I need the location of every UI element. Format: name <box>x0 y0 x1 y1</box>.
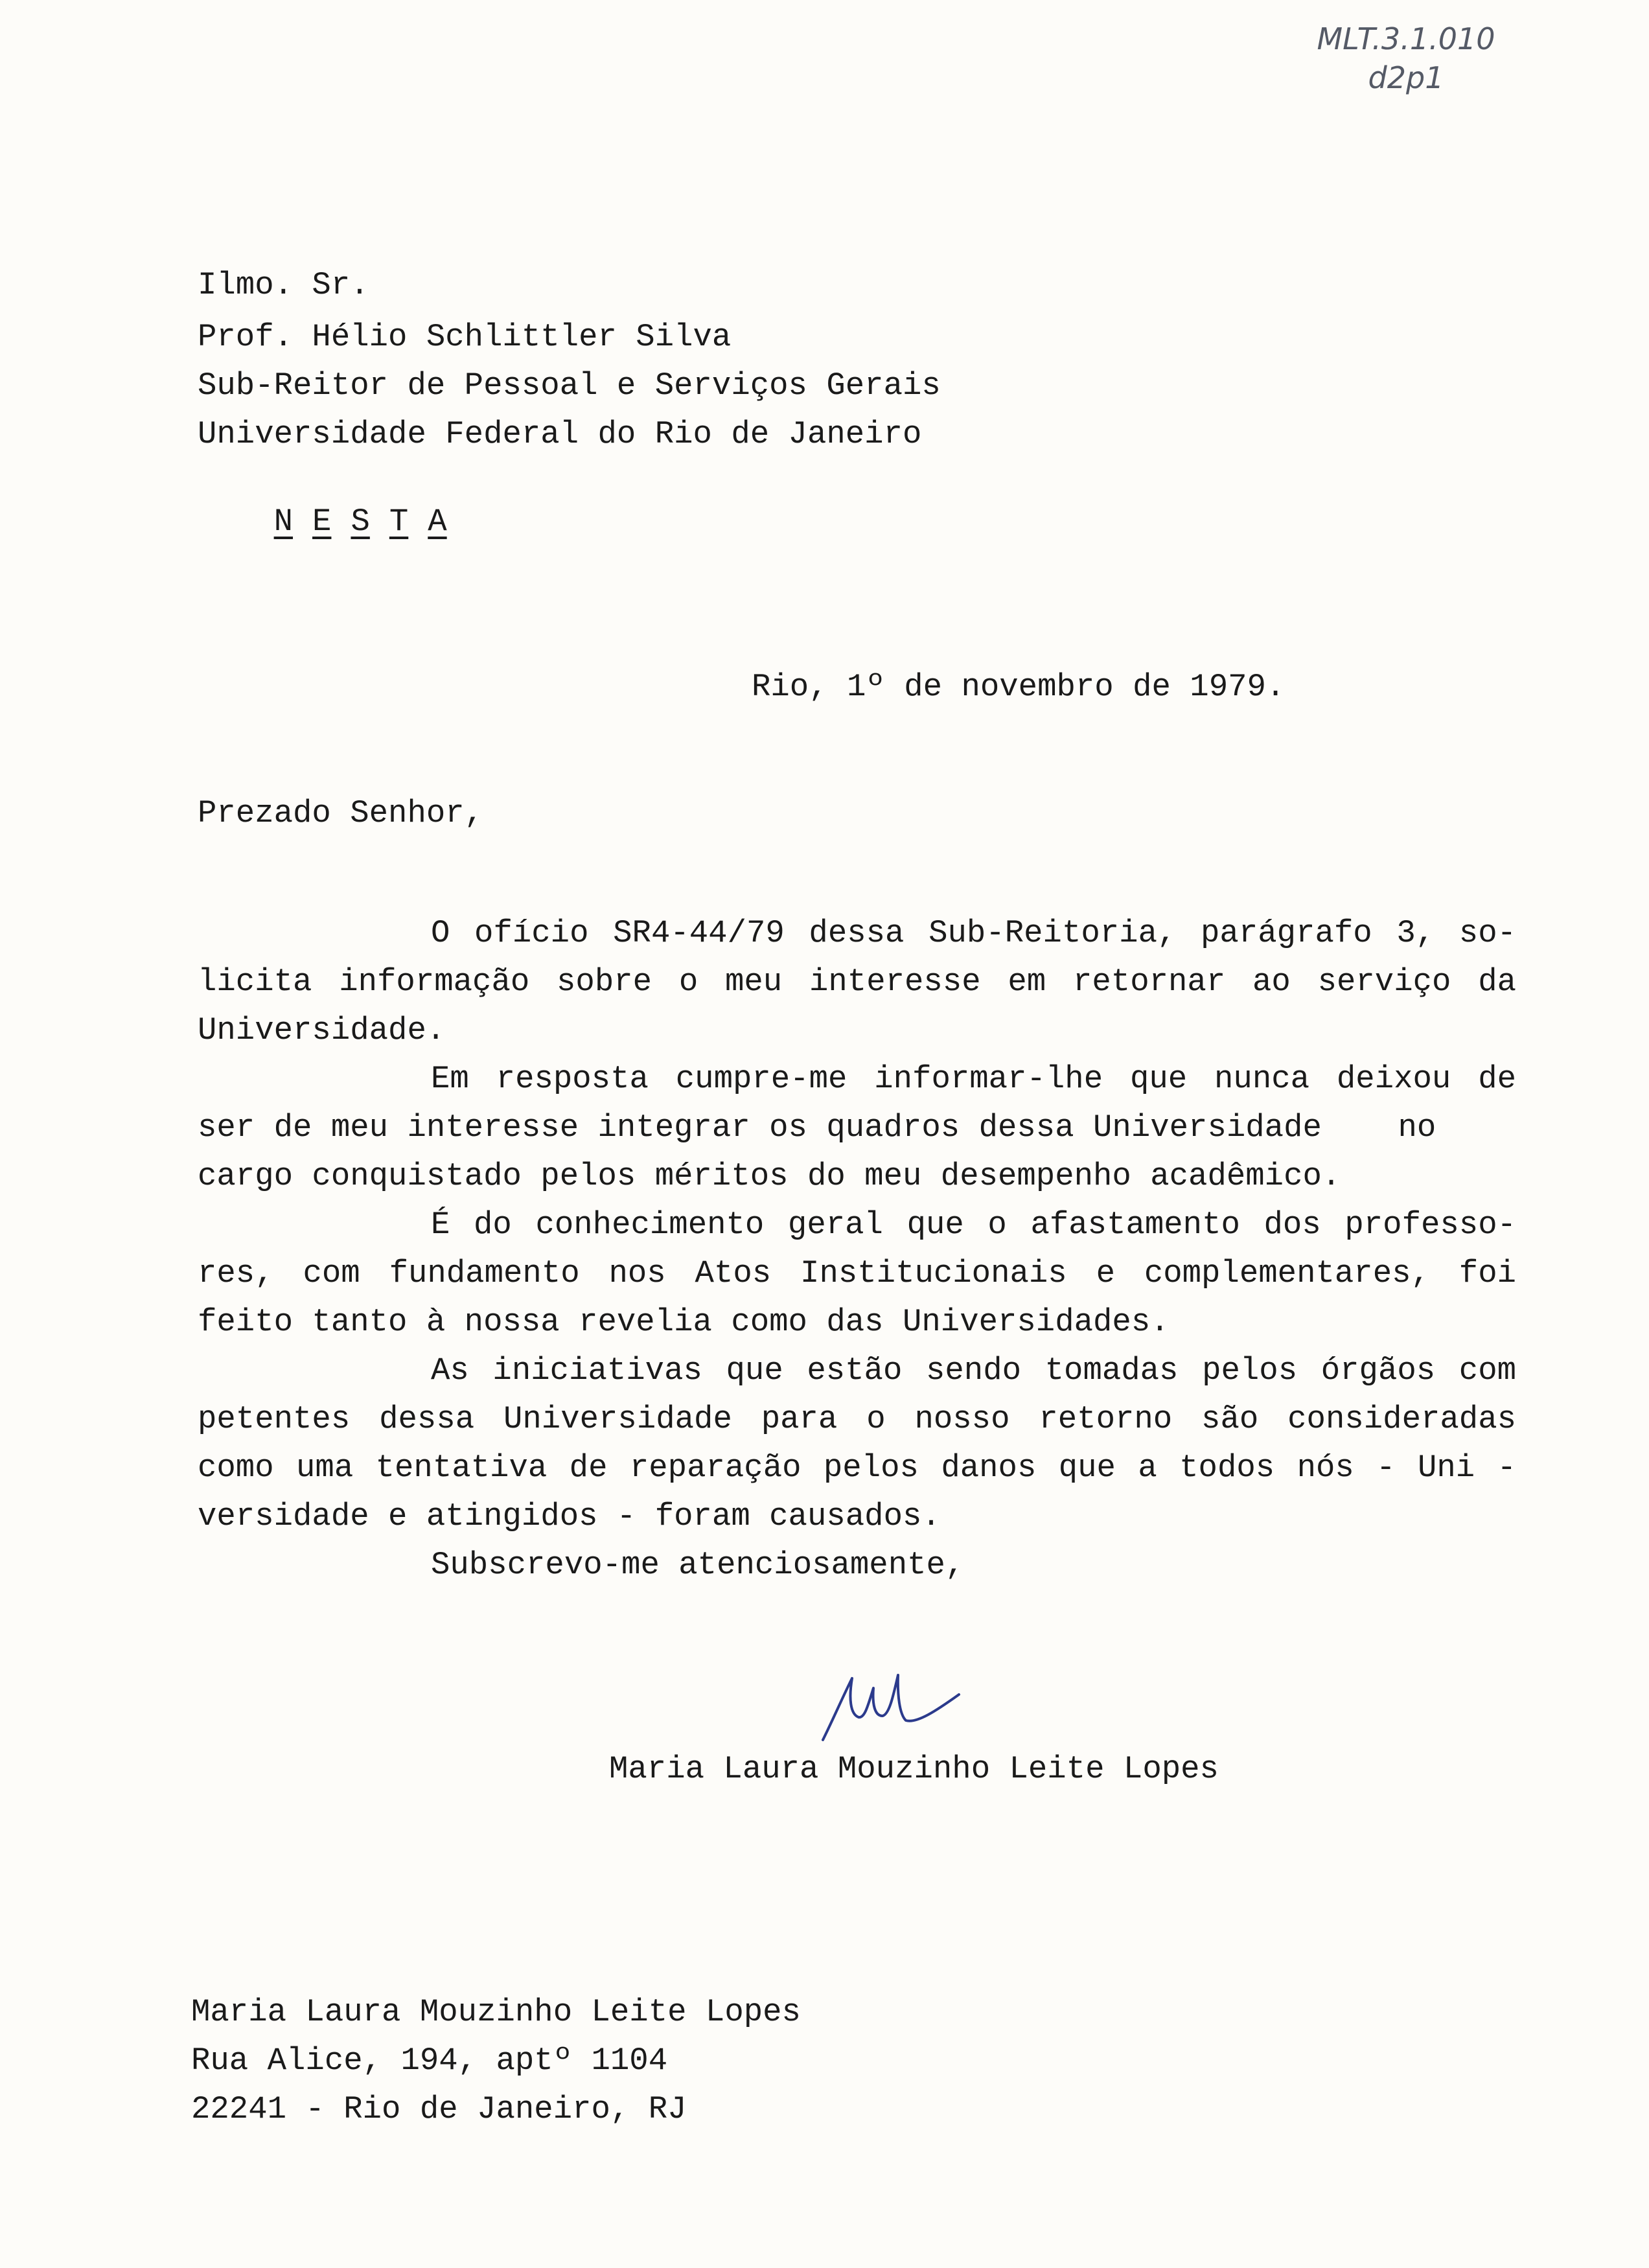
letter-date: Rio, 1º de novembro de 1979. <box>752 669 1286 705</box>
nesta-letter: E <box>312 503 332 540</box>
paragraph-2-line-1: Em resposta cumpre-me informar-lhe que nunca deixou de <box>431 1061 1516 1097</box>
paragraph-4-line-4: versidade e atingidos - foram causados. <box>198 1498 941 1534</box>
paragraph-4-line-1: As iniciativas que estão sendo tomadas pelos órgãos com <box>431 1352 1516 1389</box>
signature-name: Maria Laura Mouzinho Leite Lopes <box>609 1751 1219 1787</box>
paragraph-3-line-3: feito tanto à nossa revelia como das Universidades. <box>198 1304 1170 1340</box>
paragraph-3-line-2: res, com fundamento nos Atos Institucionais e complementares, foi <box>198 1255 1516 1291</box>
greeting: Prezado Senhor, <box>198 795 484 831</box>
paragraph-1-line-1: O ofício SR4-44/79 dessa Sub-Reitoria, parágrafo 3, so- <box>431 915 1516 951</box>
closing: Subscrevo-me atenciosamente, <box>431 1547 965 1583</box>
paragraph-3-line-1: É do conhecimento geral que o afastamento dos professo- <box>431 1207 1516 1243</box>
paragraph-2-line-3: cargo conquistado pelos méritos do meu desempenho acadêmico. <box>198 1158 1341 1194</box>
recipient-position: Sub-Reitor de Pessoal e Serviços Gerais <box>198 367 941 404</box>
nesta-letter: S <box>351 503 370 540</box>
paragraph-4-line-2: petentes dessa Universidade para o nosso retorno são consideradas <box>198 1401 1516 1437</box>
recipient-salutation-title: Ilmo. Sr. <box>198 267 369 303</box>
handwritten-signature <box>803 1659 985 1750</box>
paragraph-1-line-3: Universidade. <box>198 1012 446 1048</box>
archive-ref-line1: MLT.3.1.010 <box>1317 21 1495 56</box>
paragraph-2-line-2: ser de meu interesse integrar os quadros dessa Universidade no <box>198 1109 1436 1146</box>
nesta-letter: A <box>428 503 447 540</box>
recipient-nesta <box>198 463 467 580</box>
nesta-letter: N <box>273 503 294 540</box>
paragraph-4-line-3: como uma tentativa de reparação pelos danos que a todos nós - Uni - <box>198 1450 1516 1486</box>
paragraph-1-line-2: licita informação sobre o meu interesse em retornar ao serviço da <box>198 964 1516 1000</box>
recipient-name: Prof. Hélio Schlittler Silva <box>198 319 732 355</box>
nesta-letter: T <box>389 503 409 540</box>
archive-reference <box>1302 19 1510 97</box>
sender-city: 22241 - Rio de Janeiro, RJ <box>191 2091 687 2127</box>
archive-ref-line2: d2p1 <box>1368 60 1444 95</box>
sender-name: Maria Laura Mouzinho Leite Lopes <box>191 1994 801 2030</box>
sender-street: Rua Alice, 194, aptº 1104 <box>191 2042 668 2079</box>
recipient-institution: Universidade Federal do Rio de Janeiro <box>198 416 922 452</box>
